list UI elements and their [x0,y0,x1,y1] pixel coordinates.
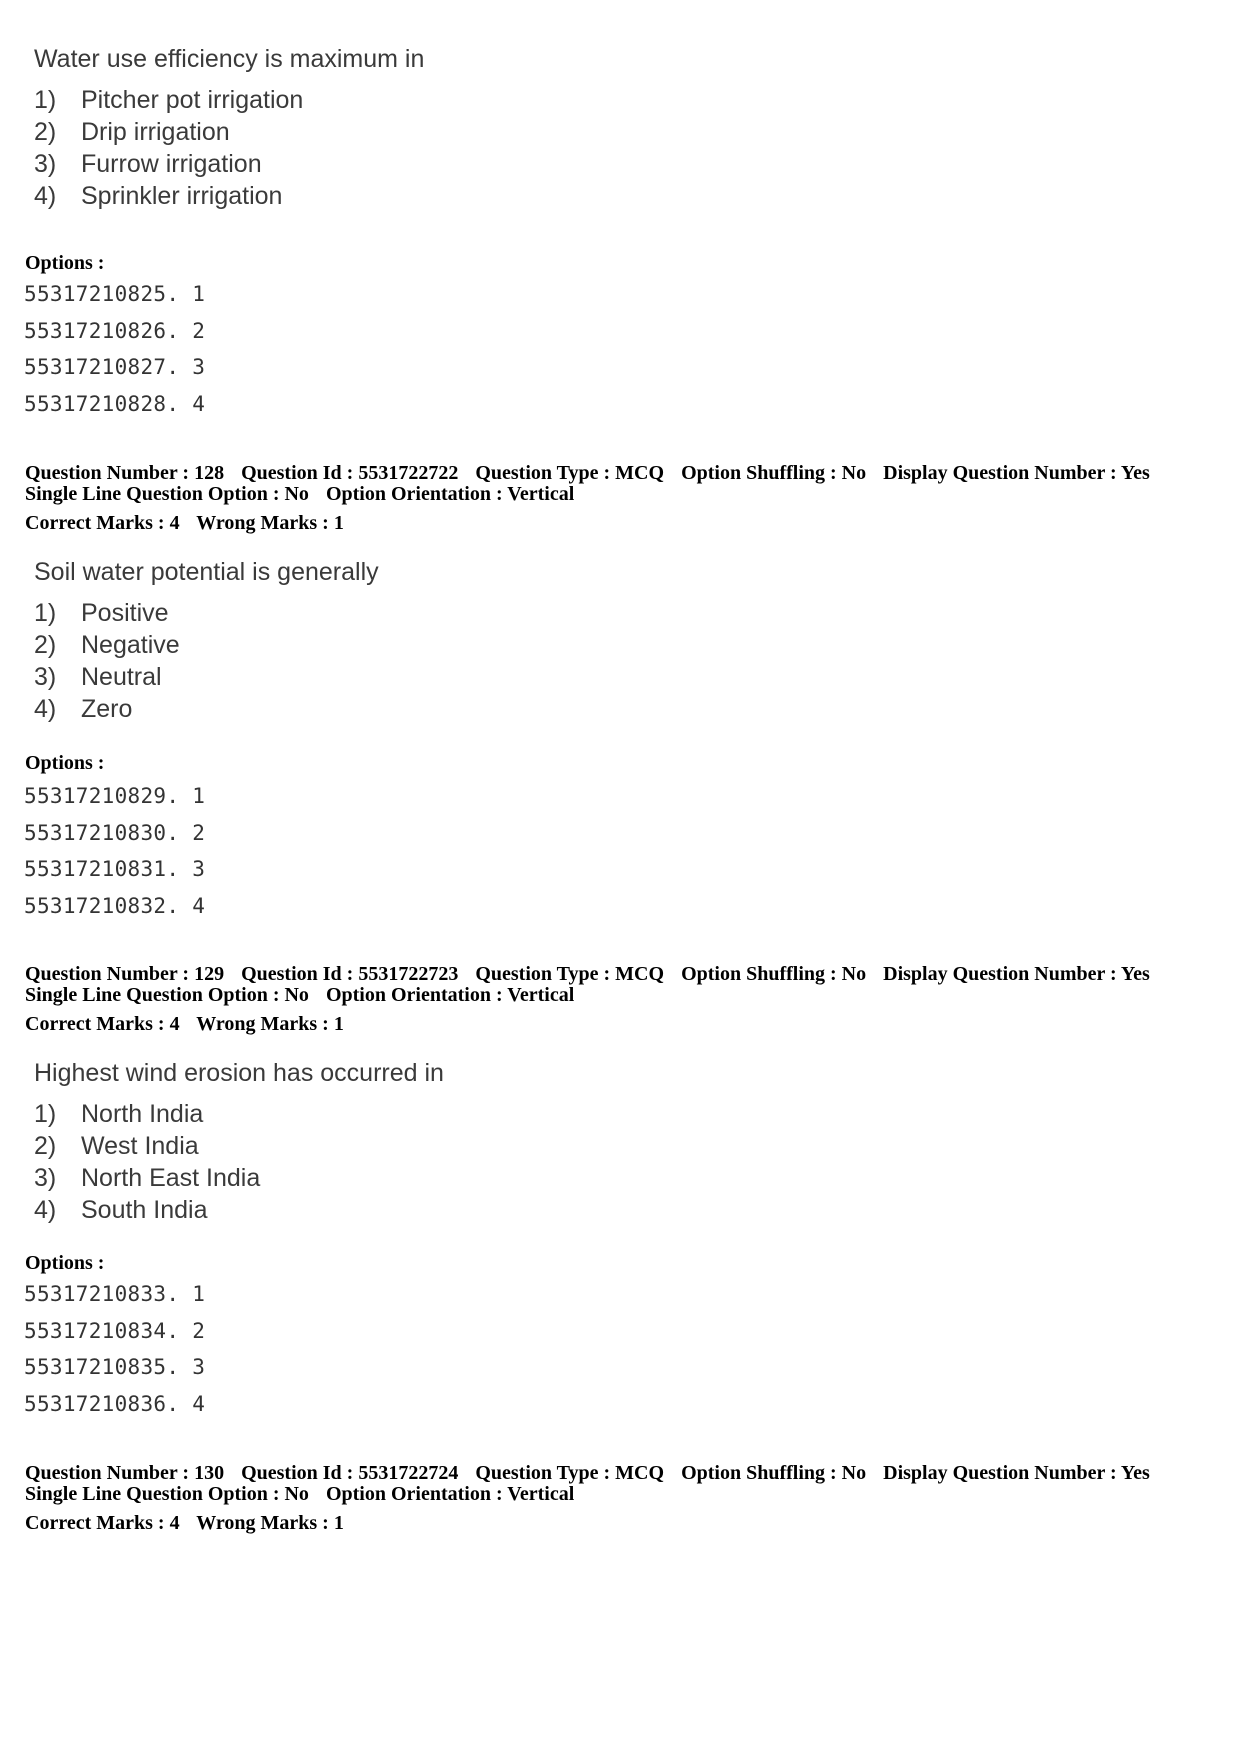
question-128-choice-2: 2) Negative [34,631,180,659]
question-127-options [24,276,205,422]
question-number: Question Number : 129 [25,963,225,985]
question-127-choice-4: 4) Sprinkler irrigation [34,182,283,210]
question-129-choice-1: 1) North India [34,1100,204,1128]
question-129-text: Highest wind erosion has occurred in [34,1059,444,1087]
option-id-row: 55317210832. 4 [24,893,206,918]
question-type: Question Type : MCQ [475,963,665,985]
display-question-number: Display Question Number : Yes [883,1462,1150,1484]
wrong-marks: Wrong Marks : 1 [196,512,344,534]
option-shuffling: Option Shuffling : No [681,462,867,484]
wrong-marks: Wrong Marks : 1 [196,1013,344,1035]
question-130-marks [25,1512,344,1535]
option-id-row: 55317210829. 1 [24,784,206,808]
question-id: Question Id : 5531722724 [241,1462,459,1484]
question-129-choice-2: 2) West India [34,1132,199,1160]
question-128-choice-1: 1) Positive [34,599,169,627]
option-orientation: Option Orientation : Vertical [325,1483,575,1505]
option-id-row: 55317210835. 3 [24,1355,206,1379]
display-question-number: Display Question Number : Yes [883,462,1150,484]
option-id-row: 55317210828. 4 [24,391,206,416]
question-type: Question Type : MCQ [475,462,665,484]
option-id-row: 55317210830. 2 [24,820,206,845]
question-129-marks [25,1013,344,1036]
option-id-row: 55317210834. 2 [24,1318,206,1343]
question-129-image [34,1058,444,1226]
question-number: Question Number : 128 [25,462,225,484]
option-orientation: Option Orientation : Vertical [325,984,575,1006]
question-130-meta [25,1463,1150,1505]
option-orientation: Option Orientation : Vertical [325,483,575,505]
question-128-meta [25,463,1150,505]
option-id-row: 55317210826. 2 [24,318,206,343]
option-id-row: 55317210831. 3 [24,857,206,881]
option-shuffling: Option Shuffling : No [681,963,867,985]
question-type: Question Type : MCQ [475,1462,665,1484]
question-127-image [34,44,424,212]
question-128-choice-4: 4) Zero [34,695,133,723]
wrong-marks: Wrong Marks : 1 [196,1512,344,1534]
question-127-choice-3: 3) Furrow irrigation [34,150,262,178]
option-id-row: 55317210827. 3 [24,355,206,379]
question-127-choice-2: 2) Drip irrigation [34,118,230,146]
question-number: Question Number : 130 [25,1462,225,1484]
question-128-options [24,778,205,924]
single-line-option: Single Line Question Option : No [25,1483,309,1505]
question-128-image [34,557,379,725]
single-line-option: Single Line Question Option : No [25,483,309,505]
options-label: Options : [25,252,105,274]
question-id: Question Id : 5531722723 [241,963,459,985]
correct-marks: Correct Marks : 4 [25,1512,180,1534]
options-label: Options : [25,752,105,774]
correct-marks: Correct Marks : 4 [25,1013,180,1035]
display-question-number: Display Question Number : Yes [883,963,1150,985]
question-128-text: Soil water potential is generally [34,558,379,586]
options-label: Options : [25,1252,105,1274]
question-129-choice-4: 4) South India [34,1196,208,1224]
correct-marks: Correct Marks : 4 [25,512,180,534]
option-id-row: 55317210825. 1 [24,282,206,306]
question-id: Question Id : 5531722722 [241,462,459,484]
question-127-choice-1: 1) Pitcher pot irrigation [34,86,304,114]
question-127-text: Water use efficiency is maximum in [34,45,425,73]
question-128-choice-3: 3) Neutral [34,663,162,691]
question-129-options [24,1276,205,1422]
option-id-row: 55317210833. 1 [24,1282,206,1306]
question-129-choice-3: 3) North East India [34,1164,261,1192]
question-128-marks [25,512,344,535]
question-129-meta [25,964,1150,1006]
option-id-row: 55317210836. 4 [24,1391,206,1416]
option-shuffling: Option Shuffling : No [681,1462,867,1484]
single-line-option: Single Line Question Option : No [25,984,309,1006]
